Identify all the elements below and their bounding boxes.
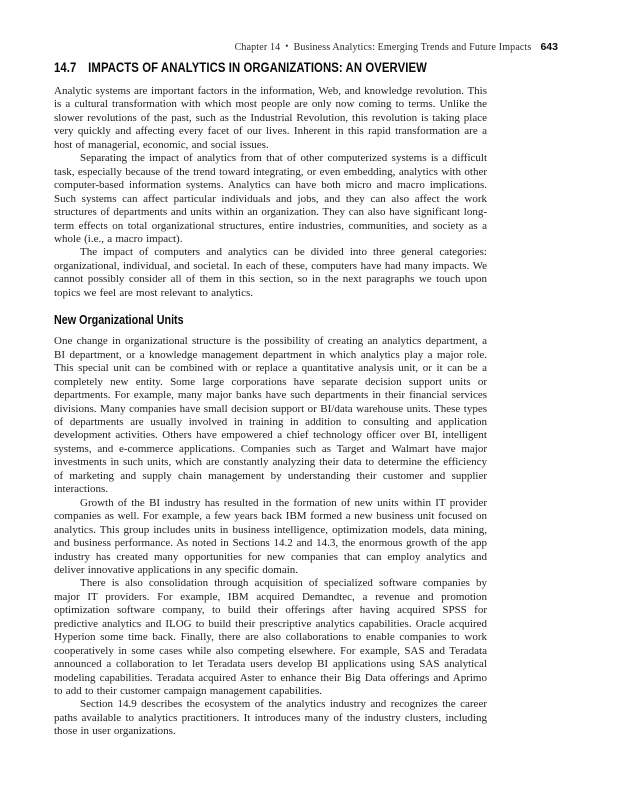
running-header-chapter: Chapter 14 (234, 42, 281, 53)
section-number: 14.7 (54, 60, 77, 75)
paragraph-subsection-3: There is also consolidation through acquisition of specialized software companies by major IT providers. For example, IBM acquired Demandtec, a revenue and promotion optimization software company, to build their offerings after having acquired SPSS for predictive analytics and ILOG to build their prescriptive analytics capabilities. Oracle acquired Hyperion some time back. Finally, there are also collaborations to enable companies to work cooperatively in some cases while also competing elsewhere. For example, SAS and Teradata announced a collaboration to let Teradata users develop BI applications using SAS analytical modeling capabilities. Teradata acquired Aster to enhance their Big Data offerings and Aprimo to add to their customer campaign management capabilities. (54, 577, 487, 698)
header-bullet-separator: • (285, 41, 289, 51)
paragraph-subsection-1: One change in organizational structure is the possibility of creating an analytics department, a BI department, or a knowledge management department in which analytics play a major role. This special unit can be combined with or replace a quantitative analysis unit, or it can be a completely new entity. Some large corporations have separate decision support units or departments. For example, many major banks have such departments in their financial services divisions. Many companies have small decision support or BI/data warehouse units. These types of departments are usually involved in training in addition to consulting and application development activities. Others have empowered a chief technology officer over BI, intelligent systems, and e-commerce applications. Companies such as Target and Walmart have major investments in such units, which are constantly analyzing their data to determine the efficiency of marketing and supply chain management by understanding their customer and supplier interactions. (54, 335, 487, 496)
paragraph-subsection-4: Section 14.9 describes the ecosystem of the analytics industry and recognizes the career paths available to analytics practitioners. It introduces many of the industry clusters, including those in user organizations. (54, 698, 487, 738)
page-content (54, 59, 487, 739)
page-number: 643 (540, 41, 558, 53)
paragraph-intro-3: The impact of computers and analytics can be divided into three general categories: organizational, individual, and societal. In each of these, computers have had many impacts. We cannot possibly consider all of them in this section, so in the next paragraphs we touch upon topics we feel are most relevant to analytics. (54, 246, 487, 299)
running-header (54, 41, 558, 53)
paragraph-intro-1: Analytic systems are important factors in the information, Web, and knowledge revolution. This is a cultural transformation with which most people are only now coming to terms. Unlike the slower revolutions of the past, such as the Industrial Revolution, this revolution is taking place very quickly and affecting every facet of our lives. Inherent in this rapid transformation are a host of managerial, economic, and social issues. (54, 85, 487, 151)
section-title: IMPACTS OF ANALYTICS IN ORGANIZATIONS: AN OVERVIEW (88, 60, 427, 75)
paragraph-subsection-2: Growth of the BI industry has resulted in the formation of new units within IT provider companies as well. For example, a few years back IBM formed a new business unit focused on analytics. This group includes units in business intelligence, optimization models, data mining, and business performance. As noted in Sections 14.2 and 14.3, the enormous growth of the app industry has created many opportunities for new companies that can employ analytics and deliver innovative applications in any specific domain. (54, 496, 487, 576)
section-heading (54, 61, 427, 75)
running-header-title: Business Analytics: Emerging Trends and Future Impacts (293, 42, 532, 53)
subsection-heading: New Organizational Units (54, 313, 184, 328)
paragraph-intro-2: Separating the impact of analytics from that of other computerized systems is a difficult task, especially because of the trend toward integrating, or even embedding, analytics with other computer-based information systems. Analytics can have both micro and macro implications. Such systems can affect particular individuals and jobs, and they can also affect the work structures of departments and units within an organization. They can also have significant long-term effects on total organizational structures, entire industries, communities, and society as a whole (i.e., a macro impact). (54, 152, 487, 245)
